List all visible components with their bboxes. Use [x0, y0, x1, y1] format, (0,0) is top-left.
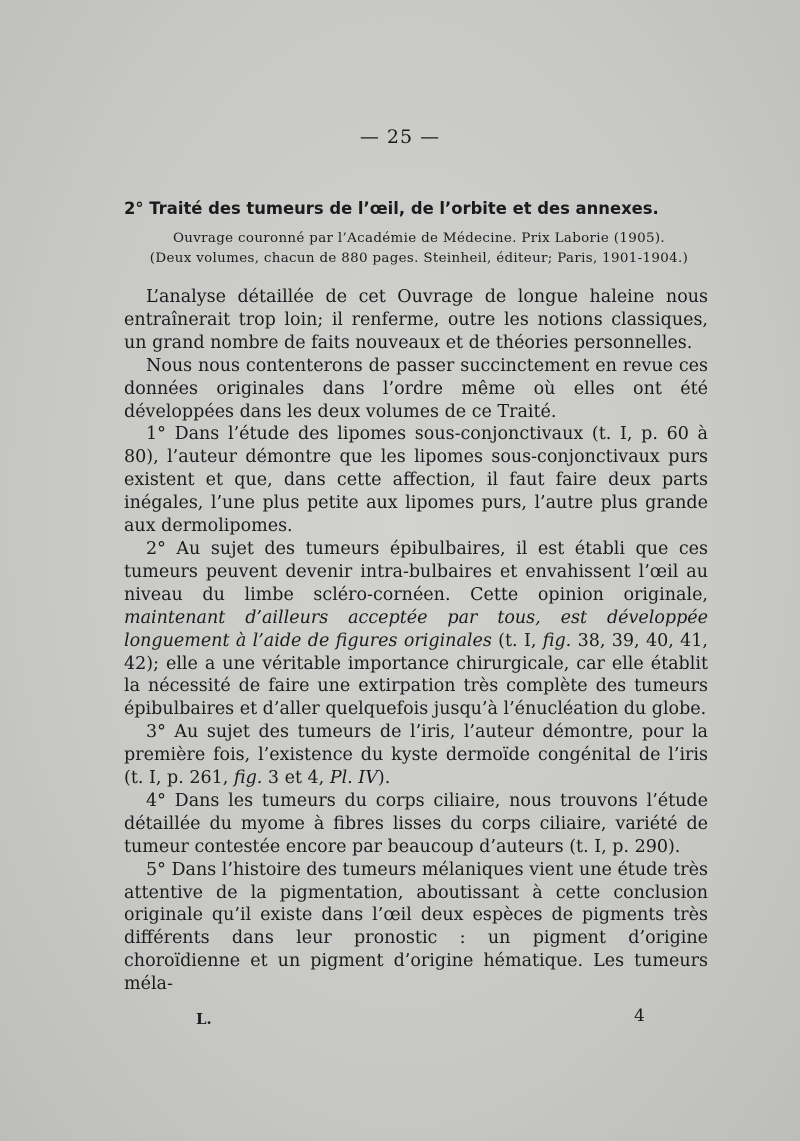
text-run: 3° Au sujet des tumeurs de l’iris, l’auteur démontre, pour la première fois, l’existence du kyste dermoïde congénital de l’iris (t. I, p. 261,: [124, 722, 708, 789]
paragraph-lipomes: 1° Dans l’étude des lipomes sous-conjonctivaux (t. I, p. 60 à 80), l’auteur démontre que les lipomes sous-conjonctivaux purs existent et que, dans cette affection, il faut faire deux parts inégales, l’une plus petite aux lipomes purs, l’autre plus grande aux dermolipomes.: [124, 424, 708, 537]
footer-sheet-number: 4: [634, 1006, 645, 1026]
paragraph-ciliary-body: 4° Dans les tumeurs du corps ciliaire, nous trouvons l’étude détaillée du myome à fibres lisses du corps ciliaire, variété de tumeur contestée encore par beaucoup d’auteurs (t. I, p. 290).: [124, 790, 708, 857]
paragraph-summary: Nous nous contenterons de passer succinctement en revue ces données originales dans l’ordre même où elles ont été développées dans les deux volumes de ce Traité.: [124, 355, 708, 422]
italic-text: fig.: [542, 630, 572, 651]
footer-signature: L.: [196, 1010, 212, 1028]
text-run: 2° Au sujet des tumeurs épibulbaires, il est établi que ces tumeurs peuvent devenir intra-bulbaires et envahissent l’œil au niveau du limbe scléro-cornéen. Cette opinion originale,: [124, 538, 708, 605]
italic-text: maintenant d’ailleurs acceptée par tous, est développée longuement à l’aide de figures originales: [124, 607, 708, 651]
body-text: [124, 286, 708, 996]
italic-text: fig.: [233, 768, 263, 789]
text-run: 38, 39, 40, 41, 42); elle a une véritable importance chirurgicale, car elle établit la nécessité de faire une extirpation très complète des tumeurs épibulbaires et d’aller quelquefois jusqu’à l’énucléation du globe.: [124, 630, 708, 720]
text-run: 3 et 4,: [262, 768, 330, 789]
paragraph-epibulbar-tumours: [124, 538, 708, 721]
award-note: Ouvrage couronné par l’Académie de Médecine. Prix Laborie (1905).: [172, 231, 666, 246]
paragraph-melanic-tumours: 5° Dans l’histoire des tumeurs mélaniques vient une étude très attentive de la pigmentation, aboutissant à cette conclusion originale qu’il existe dans l’œil deux espèces de pigments très différents dans leur pronostic : un pigment d’origine choroïdienne et un pigment d’origine hématique. Les tumeurs méla-: [124, 859, 708, 995]
publication-note: (Deux volumes, chacun de 880 pages. Steinheil, éditeur; Paris, 1901-1904.): [149, 251, 689, 266]
italic-text: Pl. IV: [329, 768, 378, 789]
text-run: (t. I,: [491, 630, 543, 651]
section-title: 2° Traité des tumeurs de l’œil, de l’orbite et des annexes.: [124, 199, 659, 218]
paragraph-iris-tumours: [124, 721, 708, 790]
text-run: ).: [377, 768, 391, 789]
page-number: — 25 —: [359, 126, 441, 148]
paragraph-intro: L’analyse détaillée de cet Ouvrage de longue haleine nous entraînerait trop loin; il renferme, outre les notions classiques, un grand nombre de faits nouveaux et de théories personnelles.: [124, 287, 708, 353]
